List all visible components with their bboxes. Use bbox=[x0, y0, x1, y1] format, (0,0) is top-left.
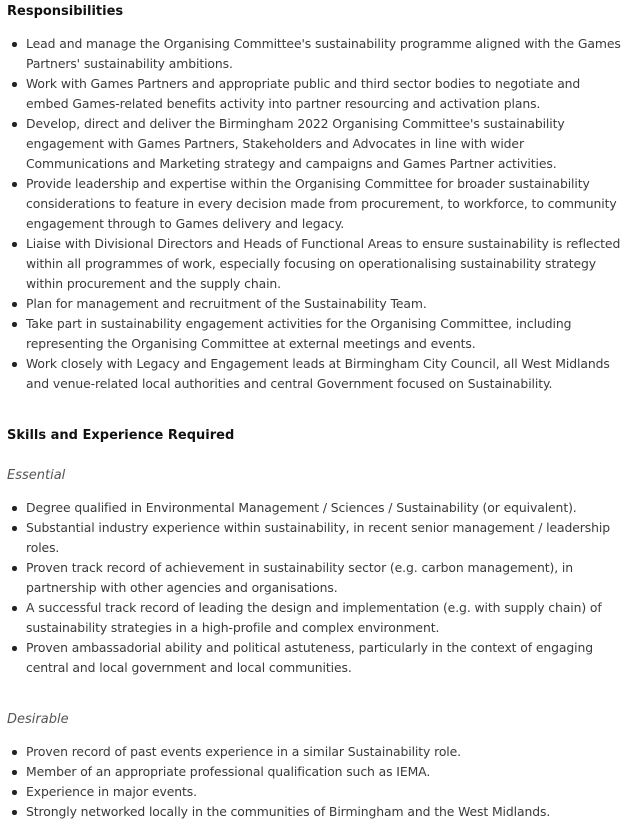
list-item: Take part in sustainability engagement activities for the Organising Committee, including representing the Organising Committee at external meetings and events. bbox=[0, 314, 626, 354]
list-item: Experience in major events. bbox=[0, 782, 626, 802]
responsibilities-list bbox=[0, 34, 626, 394]
essential-subheading: Essential bbox=[7, 468, 66, 483]
list-item: A successful track record of leading the design and implementation (e.g. with supply chain) of sustainability strategies in a high-profile and complex environment. bbox=[0, 598, 626, 638]
list-item: Work with Games Partners and appropriate public and third sector bodies to negotiate and embed Games-related benefits activity into partner resourcing and activation plans. bbox=[0, 74, 626, 114]
desirable-subheading: Desirable bbox=[7, 712, 69, 727]
list-item: Develop, direct and deliver the Birmingham 2022 Organising Committee's sustainability engagement with Games Partners, Stakeholders and Advocates in line with wider Communications and Marketing strategy and campaigns and Games Partner activities. bbox=[0, 114, 626, 174]
list-item: Substantial industry experience within sustainability, in recent senior management / leadership roles. bbox=[0, 518, 626, 558]
list-item: Degree qualified in Environmental Management / Sciences / Sustainability (or equivalent). bbox=[0, 498, 626, 518]
skills-heading: Skills and Experience Required bbox=[7, 428, 235, 443]
list-item: Work closely with Legacy and Engagement leads at Birmingham City Council, all West Midlands and venue-related local authorities and central Government focused on Sustainability. bbox=[0, 354, 626, 394]
list-item: Proven track record of achievement in sustainability sector (e.g. carbon management), in partnership with other agencies and organisations. bbox=[0, 558, 626, 598]
list-item: Proven record of past events experience in a similar Sustainability role. bbox=[0, 742, 626, 762]
responsibilities-heading: Responsibilities bbox=[7, 4, 124, 19]
list-item: Member of an appropriate professional qualification such as IEMA. bbox=[0, 762, 626, 782]
desirable-list bbox=[0, 742, 626, 822]
list-item: Strongly networked locally in the communities of Birmingham and the West Midlands. bbox=[0, 802, 626, 822]
list-item: Lead and manage the Organising Committee's sustainability programme aligned with the Games Partners' sustainability ambitions. bbox=[0, 34, 626, 74]
list-item: Plan for management and recruitment of the Sustainability Team. bbox=[0, 294, 626, 314]
list-item: Liaise with Divisional Directors and Heads of Functional Areas to ensure sustainability is reflected within all programmes of work, especially focusing on operationalising sustainability strategy within procurement and the supply chain. bbox=[0, 234, 626, 294]
list-item: Provide leadership and expertise within the Organising Committee for broader sustainability considerations to feature in every decision made from procurement, to workforce, to community engagement through to Games delivery and legacy. bbox=[0, 174, 626, 234]
essential-list bbox=[0, 498, 626, 678]
list-item: Proven ambassadorial ability and political astuteness, particularly in the context of engaging central and local government and local communities. bbox=[0, 638, 626, 678]
